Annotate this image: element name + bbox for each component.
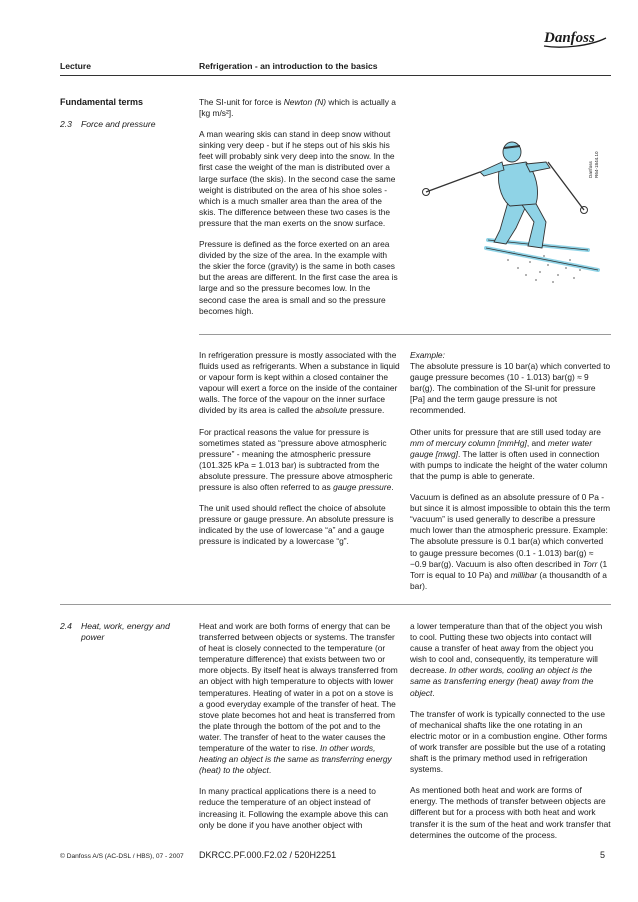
paragraph: For practical reasons the value for pressure is sometimes stated as “pressure above atmospheric pressure” - meaning the atmospheric pressure (101.325 kPa = 1.013 bar) is subtracted from the absolute pressure. The pressure above atmospheric pressure is also often referred to as gauge pressure. (199, 426, 394, 493)
subsection-2-4 (60, 621, 190, 643)
paragraph: As mentioned both heat and work are forms of energy. The methods of transfer between objects are different but for a process with both heat and work transfer it is the sum of the heat and work transfer that determines the outcome of the process. (410, 785, 611, 840)
subsection-number: 2.3 (60, 119, 72, 129)
subsection-number: 2.4 (60, 621, 72, 631)
paragraph: The transfer of work is typically connected to the use of mechanical shafts like the one rotating in an electric motor or in a combustion engine. Other forms of work transfer are possible but the use of a rotating shaft is the primary method used in refrigeration systems. (410, 708, 608, 775)
figure-caption (588, 118, 604, 178)
section-divider (60, 604, 611, 605)
heat-work-right-column (410, 621, 611, 851)
subsection-2-3 (60, 119, 156, 129)
example-label: Example: (410, 350, 445, 360)
header-rule (60, 75, 611, 76)
section-heading: Fundamental terms (60, 97, 144, 107)
header-left-label: Lecture (60, 61, 92, 71)
paragraph: A man wearing skis can stand in deep snow without sinking very deep - but if he steps out of his skis his feet will probably sink very deep into the snow. In the first case the weight of the man is distributed over a large surface (the skis). In the second case the same weight is distributed on the area of his shoe soles - which is a much smaller area than the area of the skis. The difference between these two cases is the pressure that the man exerts on the snow surface. (199, 129, 396, 228)
figure-caption-line: Danfoss (588, 161, 593, 178)
paragraph: In many practical applications there is a need to reduce the temperature of an object instead of increasing it. Following the example above this can only be done if you have another object with (199, 786, 389, 830)
paragraph: In refrigeration pressure is mostly associated with the fluids used as refrigerants. When a substance in liquid or vapour form is kept within a closed container the vapour will exert a force on the inside of the container walls. The force of the vapour on the inner surface divided by its area is called the absolute pressure. (199, 350, 400, 416)
brand-text: Danfoss (544, 30, 595, 46)
paragraph: Other units for pressure that are still used today are mm of mercury column [mmHg], and meter water gauge [mwg]. The latter is often used in connection with pumps to indicate the height of the water column that the pump is able to generate. (410, 426, 608, 481)
figure-caption-line: R64-1844.10 (593, 151, 599, 178)
danfoss-logo (540, 26, 610, 50)
paragraph: Heat and work are both forms of energy that can be transferred between objects or systems. The transfer of heat is closely connected to the temperature (or temperature difference) that exists between two or more objects. By itself heat is always transferred from an object with high temperature to objects with lower temperatures. Heating of water in a pot on a stove is a good everyday example of the transfer of heat. The stove plate becomes hot and heat is transferred from the plate through the bottom of the pot and to the water. The transfer of heat to the water causes the temperature of the water to rise. In other words, heating an object is the same as transferring energy (heat) to the object. (199, 621, 398, 776)
paragraph: The absolute pressure is 10 bar(a) which converted to gauge pressure becomes (10 - 1.013) bar(g) ≈ 9 bar(g). The combination of the SI-unit for pressure [Pa] and the term gauge pressure is not recommended. (410, 361, 611, 416)
paragraph: The unit used should reflect the choice of absolute pressure or gauge pressure. An absolute pressure is indicated by the use of lowercase “a” and a gauge pressure is indicated by a lowercase “g”. (199, 503, 394, 547)
heat-work-left-column (199, 621, 400, 841)
page-number: 5 (600, 850, 606, 860)
subsection-title: Force and pressure (81, 119, 156, 129)
footer-doc-code: DKRCC.PF.000.F2.02 / 520H2251 (199, 850, 337, 860)
footer-copyright: © Danfoss A/S (AC-DSL / HBS), 07 - 2007 (60, 853, 184, 860)
paragraph: The SI-unit for force is Newton (N) which is actually a [kg m/s²]. (199, 97, 396, 119)
skier-illustration (408, 110, 608, 290)
force-pressure-text (199, 97, 399, 327)
page-title: Refrigeration - an introduction to the basics (199, 61, 378, 71)
pressure-left-column (199, 350, 400, 558)
divider (199, 334, 611, 335)
subsection-title: Heat, work, energy and (81, 621, 170, 631)
paragraph: Vacuum is defined as an absolute pressure of 0 Pa - but since it is almost impossible to obtain this the term “vacuum” is used generally to describe a pressure much lower than the atmospheric pressure. Example: The absolute pressure is 0.1 bar(a) which converted to gauge pressure becomes (0.1 - 1.013) bar(g) ≈ −0.9 bar(g). Vacuum is also often described in Torr (1 Torr is equal to 10 Pa) and millibar (a thousandth of a bar). (410, 492, 611, 591)
paragraph: a lower temperature than that of the object you wish to cool. Putting these two objects into contact will cause a transfer of heat away from the object you wish to cool and, consequently, its temperature will decrease. In other words, cooling an object is the same as transferring energy (heat) away from the object. (410, 621, 603, 698)
subsection-title-cont: power (81, 632, 105, 642)
paragraph: Pressure is defined as the force exerted on an area divided by the size of the area. In the example with the skier the force (gravity) is the same in both cases but the areas are different. In the first case the area is large and so the pressure becomes low. In the second case the area is small and so the pressure becomes high. (199, 239, 398, 316)
pressure-right-column (410, 350, 611, 602)
